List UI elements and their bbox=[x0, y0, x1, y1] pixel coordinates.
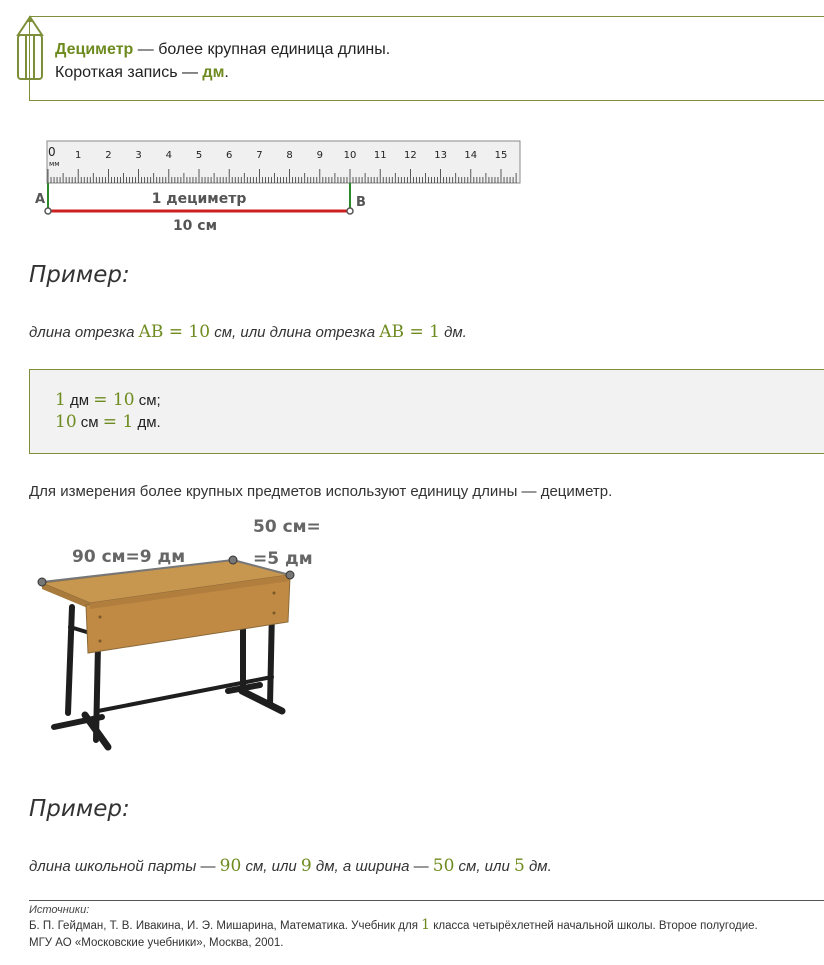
example2-text-a: длина школьной парты — bbox=[29, 858, 220, 875]
definition-text bbox=[55, 38, 390, 84]
ruler-number: 15 bbox=[494, 150, 508, 161]
example-heading-1: Пример: bbox=[29, 262, 130, 288]
rule-line-2 bbox=[55, 412, 161, 432]
point-b-label: B bbox=[356, 195, 366, 210]
ruler-illustration bbox=[34, 137, 534, 237]
example2-text-b: см, или bbox=[241, 858, 301, 875]
length-label: 10 см bbox=[172, 218, 218, 234]
ruler-number: 5 bbox=[195, 150, 203, 161]
rule-box bbox=[29, 369, 824, 454]
example1-text-b: см, или длина отрезка bbox=[210, 324, 380, 341]
rule1-unit1: дм bbox=[65, 392, 94, 409]
rule1-eq: = bbox=[93, 390, 108, 410]
paragraph: Для измерения более крупных предметов используют единицу длины — дециметр. bbox=[29, 483, 613, 500]
example2-num-2: 9 bbox=[300, 856, 312, 876]
abbreviation: дм bbox=[202, 64, 225, 81]
ruler-number: 11 bbox=[373, 150, 387, 161]
sources-label: Источники: bbox=[29, 904, 90, 916]
example1-math-2: AB = 1 bbox=[379, 322, 440, 342]
ruler-zero: 0 bbox=[48, 145, 56, 159]
rule2-num2: 1 bbox=[117, 412, 134, 432]
point-a bbox=[45, 208, 51, 214]
example2-num-1: 90 bbox=[219, 856, 242, 876]
sources-line-1 bbox=[29, 917, 824, 935]
point-a-label: A bbox=[35, 192, 46, 207]
example-text-2 bbox=[29, 856, 552, 876]
example2-text-e: дм. bbox=[524, 858, 552, 875]
desk-point-1 bbox=[38, 578, 46, 586]
desk-point-2 bbox=[229, 556, 237, 564]
ruler-number: 1 bbox=[75, 150, 82, 161]
definition-line-2 bbox=[55, 61, 390, 84]
sources-line-2: МГУ АО «Московские учебники», Москва, 2001. bbox=[29, 937, 284, 949]
ruler-number: 12 bbox=[404, 150, 417, 161]
example2-text-d: см, или bbox=[454, 858, 514, 875]
ruler-number: 13 bbox=[434, 150, 447, 161]
ruler-unit: мм bbox=[49, 160, 60, 168]
ruler-number: 9 bbox=[316, 150, 323, 161]
sources-l1-pre: Б. П. Гейдман, Т. В. Ивакина, И. Э. Мишарина, Математика. Учебник для bbox=[29, 920, 422, 932]
ruler-body bbox=[47, 141, 520, 183]
desk-point-3 bbox=[286, 571, 294, 579]
example2-num-3: 50 bbox=[432, 856, 455, 876]
example2-num-4: 5 bbox=[514, 856, 525, 876]
rule1-num1: 1 bbox=[55, 390, 66, 410]
example-heading-2: Пример: bbox=[29, 796, 130, 822]
example1-math-1: AB = 10 bbox=[138, 322, 211, 342]
ruler-number: 6 bbox=[226, 150, 233, 161]
ruler-number: 7 bbox=[256, 150, 263, 161]
rule1-num2: 10 bbox=[107, 390, 135, 410]
point-b bbox=[347, 208, 353, 214]
desk-length-label: 90 см=9 дм bbox=[72, 547, 186, 567]
ruler-number: 10 bbox=[343, 150, 357, 161]
ruler-number: 3 bbox=[135, 150, 142, 161]
definition-period: . bbox=[224, 64, 229, 81]
sources-l1-num: 1 bbox=[421, 917, 431, 933]
example-text-1 bbox=[29, 322, 467, 342]
rule1-unit2: см; bbox=[134, 392, 161, 409]
sources-text bbox=[29, 917, 824, 952]
ruler-number: 2 bbox=[105, 150, 112, 161]
rule2-unit2: дм. bbox=[133, 414, 161, 431]
example1-text-c: дм. bbox=[439, 324, 467, 341]
ruler-number: 8 bbox=[286, 150, 293, 161]
desk-width-label-1: 50 см= bbox=[253, 517, 321, 537]
desk-illustration bbox=[30, 515, 330, 760]
rule2-num1: 10 bbox=[55, 412, 77, 432]
pencil-icon bbox=[14, 15, 46, 81]
definition-line-1 bbox=[55, 38, 390, 61]
definition-abbr-intro: Короткая запись — bbox=[55, 64, 203, 81]
rule2-eq: = bbox=[102, 412, 118, 432]
rule2-unit1: см bbox=[76, 414, 103, 431]
ruler-number: 4 bbox=[165, 150, 172, 161]
rule-line-1 bbox=[55, 390, 161, 410]
sources bbox=[29, 900, 824, 952]
definition-rest: — более крупная единица длины. bbox=[133, 41, 391, 58]
desk-width-label-2: =5 дм bbox=[253, 549, 313, 569]
term: Дециметр bbox=[55, 41, 134, 58]
ruler-number: 14 bbox=[464, 150, 478, 161]
segment-label: 1 дециметр bbox=[151, 191, 247, 207]
sources-l1-post: класса четырёхлетней начальной школы. Второе полугодие. bbox=[430, 920, 758, 932]
example1-text-a: длина отрезка bbox=[29, 324, 139, 341]
example2-text-c: дм, а ширина — bbox=[311, 858, 433, 875]
ruler-numbers bbox=[75, 150, 507, 161]
